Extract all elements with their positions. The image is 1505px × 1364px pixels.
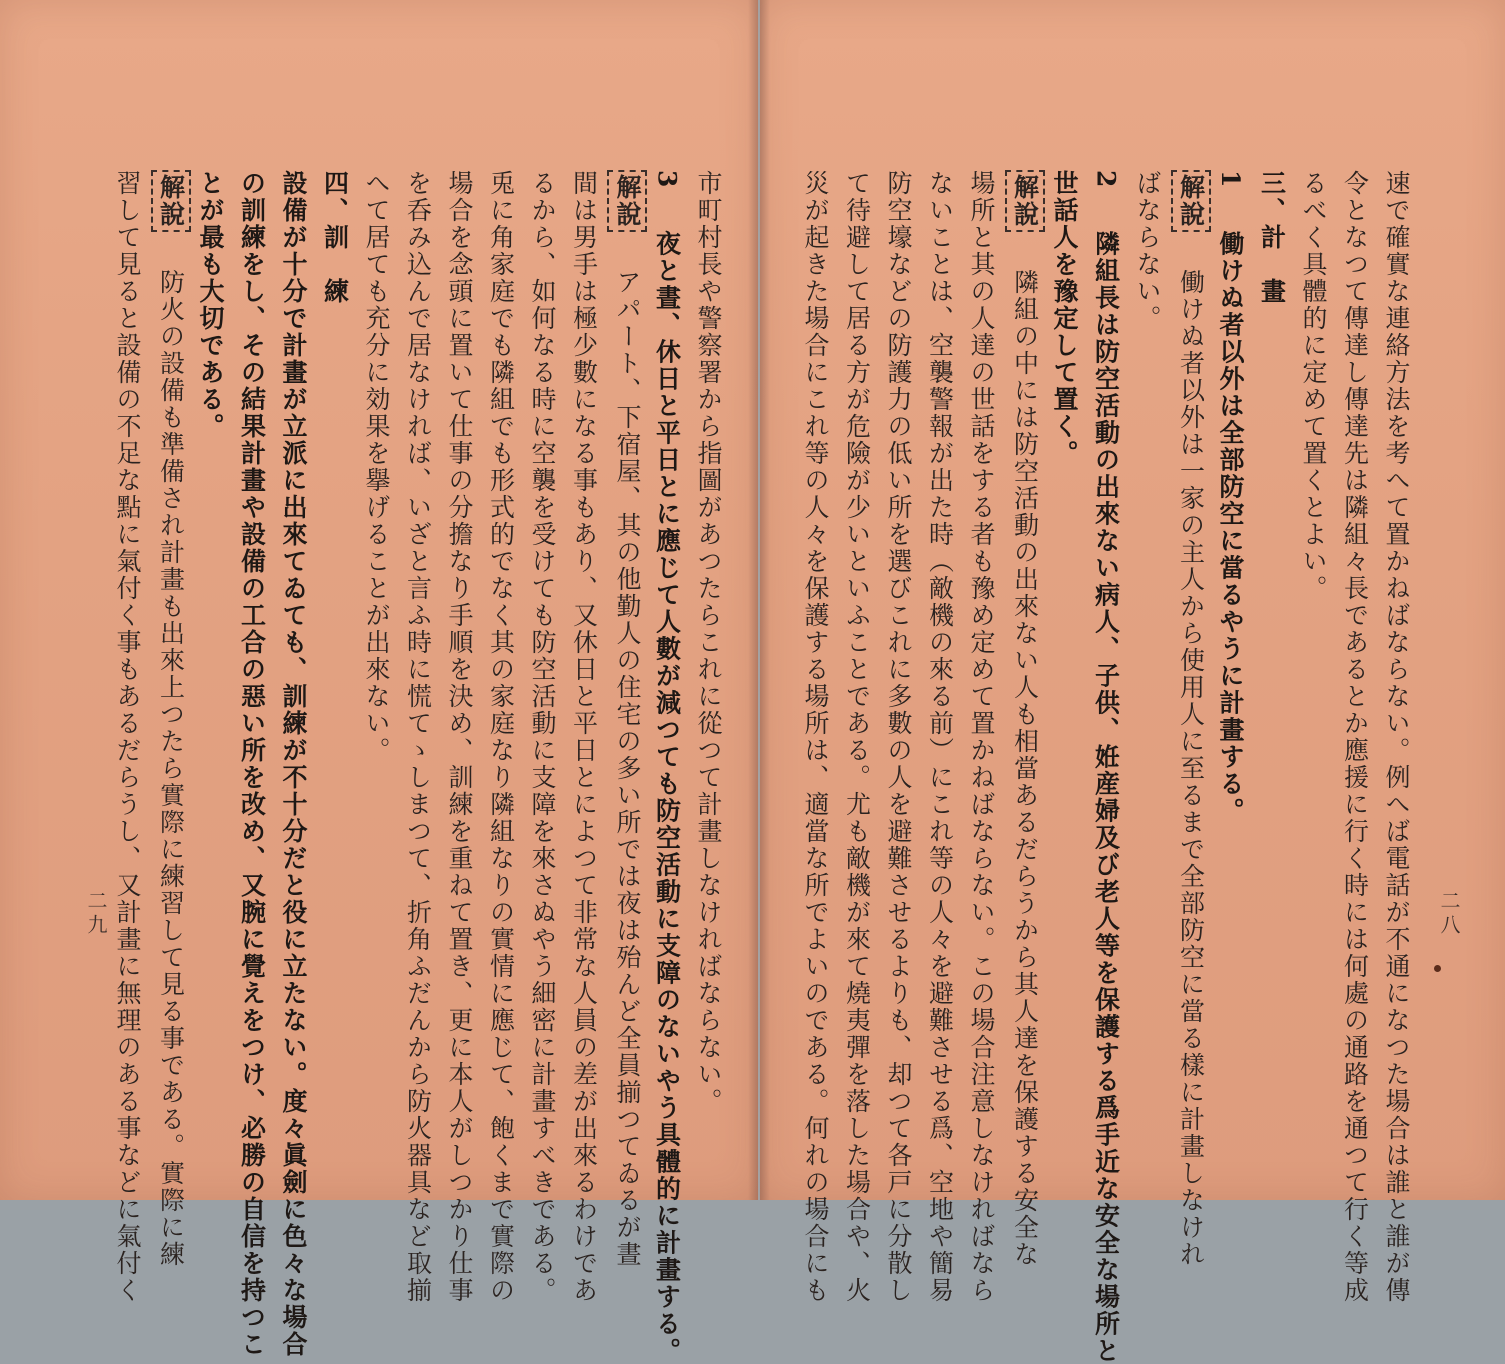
kaisetsu-label: 解說 [1005,170,1045,232]
book-spine [748,0,770,1200]
column-text: とが最も大切である。 [196,170,225,440]
left-page-column [192,170,228,440]
column-text: て待避して居る方が危險が少いといふことである。尤も敵機が來て燒夷彈を落した場合や、火 [842,170,872,1304]
right-page-column [880,170,916,1304]
left-page-column [690,170,726,1115]
left-page-column [275,170,311,1358]
column-text: 場所と其の人達の世話をする者も豫め定めて置かねばならない。この場合注意しなければなら [967,170,996,1304]
column-text: るべく具體的に定めて置くとよい。 [1299,170,1328,602]
column-text: ばならない。 [1133,170,1162,332]
column-text: 設備が十分で計畫が立派に出來てゐても、訓練が不十分だと役に立たない。度々眞劍に色々な場合 [279,170,308,1358]
right-page-column [963,170,999,1304]
left-page-column [483,170,519,1304]
right-page-column [1171,170,1211,1268]
column-text: 習して見ると設備の不足な點に氣付く事もあるだらうし、又計畫に無理のある事などに氣付く [113,170,142,1304]
right-page-column [797,170,833,1304]
column-text: 三、計 畫 [1257,170,1287,305]
right-page-column [839,170,875,1304]
item-number: 1 [1216,170,1245,190]
left-page-column [358,170,394,764]
right-page-column [1295,170,1331,602]
left-page-column [649,170,685,1364]
column-text: アパート、下宿屋、其の他勤人の住宅の多い所では夜は殆んど全員揃つてゐるが晝 [613,242,642,1268]
left-page-column [524,170,560,1304]
column-text: るから、如何なる時に空襲を受けても防空活動に支障を來さぬやう細密に計畫すべきである。 [528,170,557,1304]
column-text: 隣組長は防空活動の出來ない病人、子供、姙産婦及び老人等を保護する爲手近な安全な場所と [1091,230,1121,1364]
column-text: 令となつて傳達し傳達先は隣組々長であるとか應援に行く時には何處の通路を通つて行く等成 [1340,170,1370,1304]
column-text: の訓練をし、その結果計畫や設備の工合の惡い所を改め、又腕に覺えをつけ、必勝の自信を持つこ [237,170,267,1358]
right-page-column [1337,170,1373,1304]
right-page-column [922,170,958,1304]
left-page-column [400,170,436,1304]
right-page-column [1046,170,1082,467]
right-page-column [1254,170,1290,305]
column-text: を呑み込んで居なければ、いざと言ふ時に慌てゝしまつて、折角ふだんから防火器具など取揃 [403,170,433,1304]
column-text: ないことは、空襲警報が出た時（敵機の來る前）にこれ等の人々を避難させる爲、空地や簡易 [925,170,955,1304]
kaisetsu-label: 解說 [1171,170,1211,232]
column-text: 速で確實な連絡方法を考へて置かねばならない。例へば電話が不通になつた場合は誰と誰が傳 [1382,170,1411,1304]
left-page-column [317,170,353,305]
left-page-column [566,170,602,1304]
column-text: 働けぬ者以外は全部防空に當るやうに計畫する。 [1216,230,1245,825]
left-page-column [151,170,191,1268]
column-text: 防空壕などの防護力の低い所を選びこれに多數の人を避難させるよりも、却つて各戸に分散し [884,170,913,1304]
right-page-number: 二八 [1437,890,1461,938]
column-text: へて居ても充分に効果を擧げることが出來ない。 [362,170,391,764]
right-page-column [1088,170,1124,1364]
column-text: 市町村長や警察署から指圖があつたらこれに從つて計畫しなければならない。 [694,170,723,1115]
column-text: 防火の設備も準備され計畫も出來上つたら實際に練習して見る事である。實際に練 [156,242,186,1268]
column-text: 世話人を豫定して置く。 [1050,170,1079,467]
left-page-column [109,170,145,1304]
column-text: 隣組の中には防空活動の出來ない人も相當あるだらうから其人達を保護する安全な [1010,242,1040,1268]
right-page-column [1005,170,1045,1268]
column-text: 働けぬ者以外は一家の主人から使用人に至るまで全部防空に當る樣に計畫しなけれ [1176,242,1206,1268]
left-page-column [607,170,647,1268]
column-text: 場合を念頭に置いて仕事の分擔なり手順を決め、訓練を重ねて置き、更に本人がしつかり仕事 [445,170,474,1304]
right-page-column [1212,170,1248,824]
column-text: 間は男手は極少數になる事もあり、又休日と平日とによつて非常な人員の差が出來るわけであ [569,170,599,1304]
right-page-column [1378,170,1414,1304]
column-text: 夜と晝、休日と平日とに應じて人數が減つても防空活動に支障のないやう具體的に計畫する。 [652,230,682,1364]
left-page-number: 二九 [84,890,108,938]
column-text: 兎に角家庭でも隣組でも形式的でなく其の家庭なり隣組なりの實情に應じて、飽くまで實際の [486,170,516,1304]
item-number: 2 [1091,170,1121,190]
right-page-column [1129,170,1165,332]
kaisetsu-label: 解說 [607,170,647,232]
left-page-column [441,170,477,1304]
item-number: 3 [652,170,682,190]
left-page-column [234,170,270,1358]
column-text: 災が起きた場合にこれ等の人々を保護する場所は、適當な所でよいのである。何れの場合にも [801,170,830,1304]
column-text: 四、訓 練 [320,170,350,305]
ink-spot [1434,965,1441,972]
kaisetsu-label: 解說 [151,170,191,232]
